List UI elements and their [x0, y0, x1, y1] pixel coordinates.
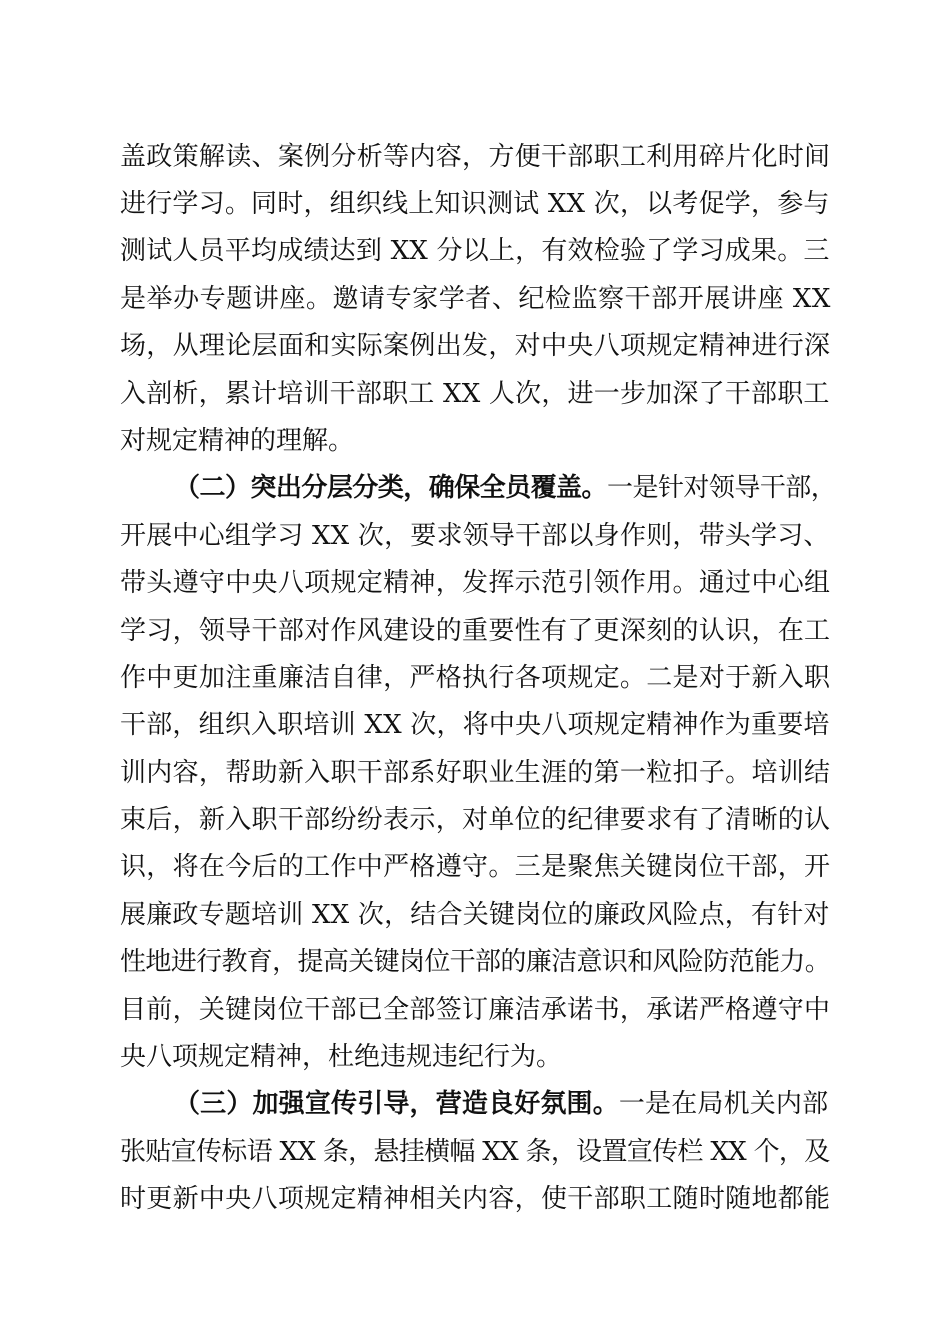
text-line: 场，从理论层面和实际案例出发，对中央八项规定精神进行深 [120, 331, 831, 361]
text-line: 开展中心组学习 XX 次，要求领导干部以身作则，带头学习、 [120, 521, 830, 551]
text-line: 时更新中央八项规定精神相关内容，使干部职工随时随地都能 [120, 1184, 831, 1214]
text-line: 是举办专题讲座。邀请专家学者、纪检监察干部开展讲座 XX [120, 284, 831, 314]
text-line: 进行学习。同时，组织线上知识测试 XX 次，以考促学，参与 [120, 189, 830, 219]
text-line: 张贴宣传标语 XX 条，悬挂横幅 XX 条，设置宣传栏 XX 个，及 [120, 1137, 830, 1167]
section-heading: （二）突出分层分类，确保全员覆盖。 [174, 473, 607, 503]
text-line: 学习，领导干部对作风建设的重要性有了更深刻的认识，在工 [120, 616, 831, 646]
paragraph-first-line [174, 1082, 828, 1126]
text-line: 识，将在今后的工作中严格遵守。三是聚焦关键岗位干部，开 [120, 852, 831, 882]
section-heading: （三）加强宣传引导，营造良好氛围。 [174, 1089, 619, 1119]
text-span: 一是针对领导干部， [607, 473, 837, 503]
text-line: 盖政策解读、案例分析等内容，方便干部职工利用碎片化时间 [120, 142, 831, 172]
text-line: 性地进行教育，提高关键岗位干部的廉洁意识和风险防范能力。 [120, 947, 831, 977]
text-line: 对规定精神的理解。 [120, 426, 355, 456]
paragraph-first-line [174, 466, 836, 510]
text-line: 束后，新入职干部纷纷表示，对单位的纪律要求有了清晰的认 [120, 805, 831, 835]
text-line: 作中更加注重廉洁自律，严格执行各项规定。二是对于新入职 [120, 663, 831, 693]
text-span: 一是在局机关内部 [618, 1089, 829, 1119]
text-line: 带头遵守中央八项规定精神，发挥示范引领作用。通过中心组 [120, 568, 831, 598]
text-line: 展廉政专题培训 XX 次，结合关键岗位的廉政风险点，有针对 [120, 900, 830, 930]
text-line: 目前，关键岗位干部已全部签订廉洁承诺书，承诺严格遵守中 [120, 995, 831, 1025]
text-line: 训内容，帮助新入职干部系好职业生涯的第一粒扣子。培训结 [120, 758, 831, 788]
text-line: 测试人员平均成绩达到 XX 分以上，有效检验了学习成果。三 [120, 236, 830, 266]
text-line: 入剖析，累计培训干部职工 XX 人次，进一步加深了干部职工 [120, 379, 830, 409]
text-line: 干部，组织入职培训 XX 次，将中央八项规定精神作为重要培 [120, 710, 830, 740]
text-line: 央八项规定精神，杜绝违规违纪行为。 [120, 1042, 563, 1072]
